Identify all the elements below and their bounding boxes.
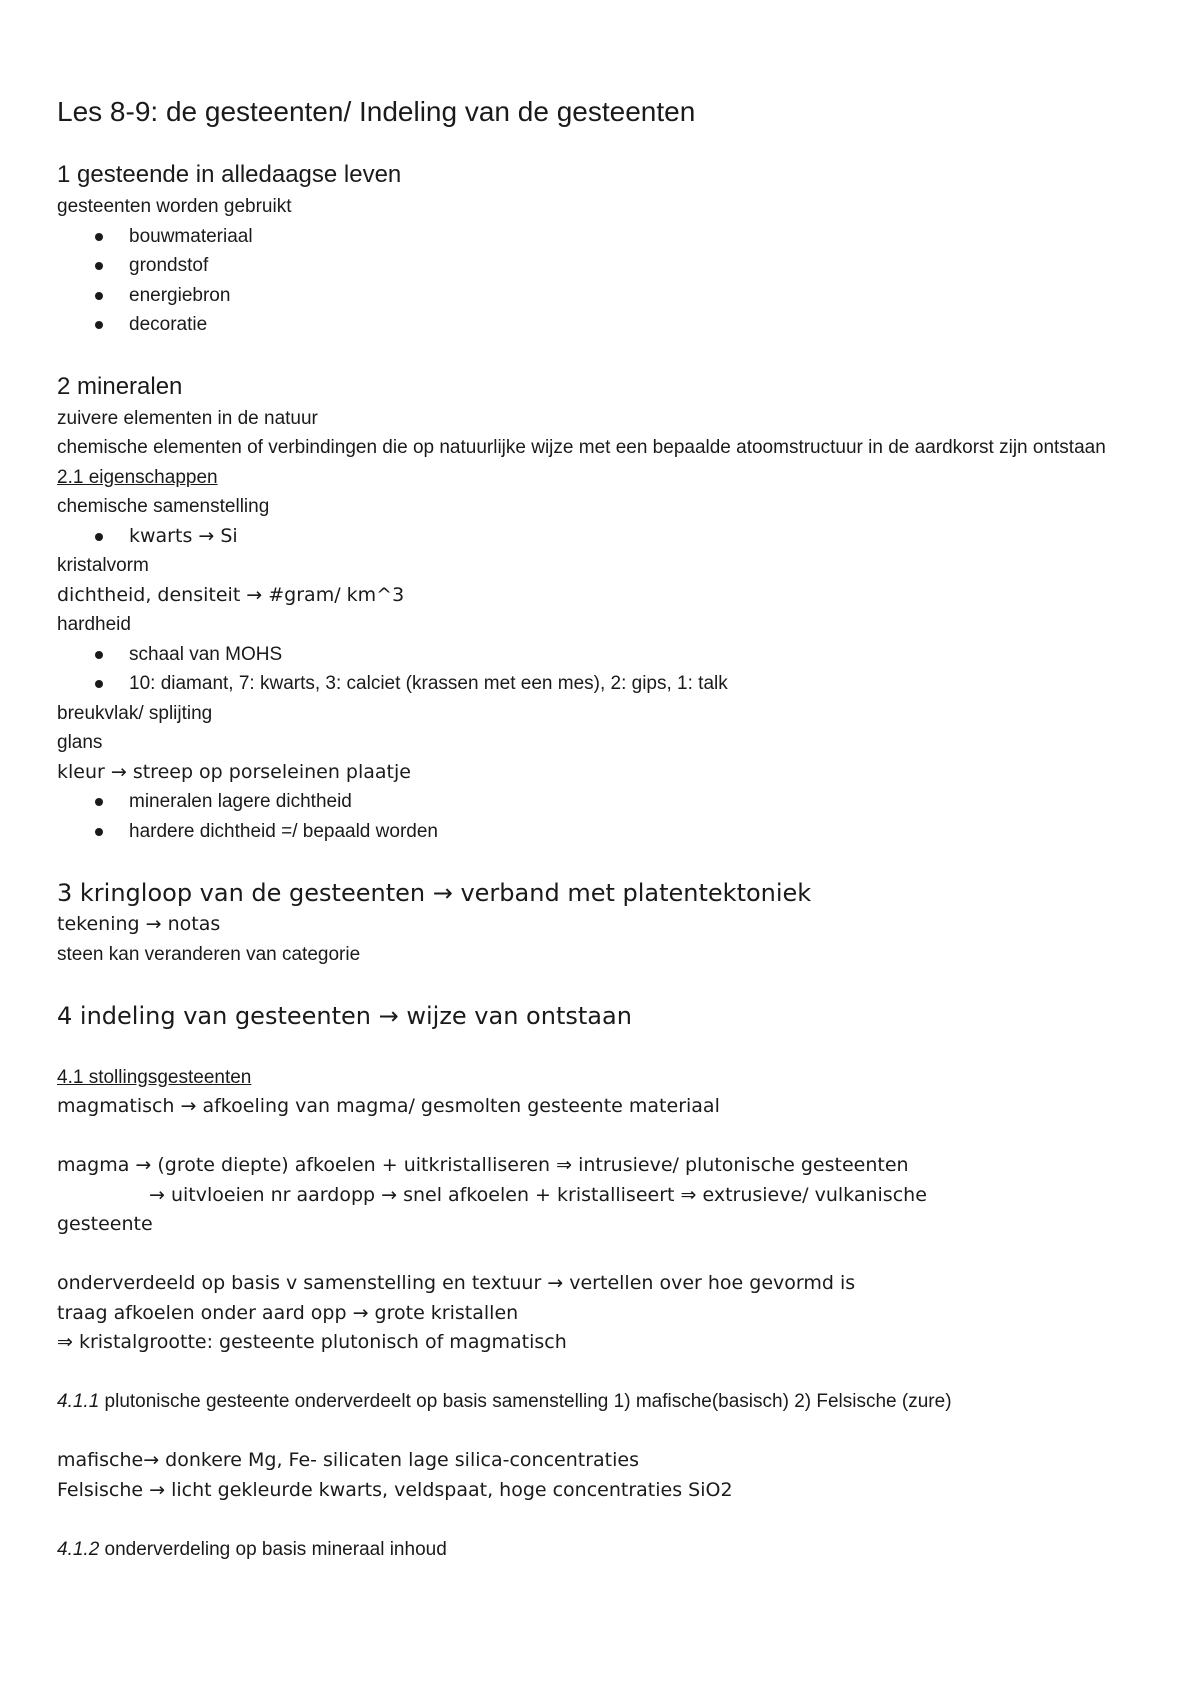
list-item-text: kwarts → Si <box>129 524 238 547</box>
s3-line-2: steen kan veranderen van categorie <box>57 943 361 965</box>
bullet-icon <box>95 233 103 241</box>
spacer <box>57 969 1147 999</box>
section-3-heading: 3 kringloop van de gesteenten → verband met platentektoniek <box>57 879 812 907</box>
bullet-icon <box>95 798 103 806</box>
list-item <box>57 310 1147 340</box>
bullet-icon <box>95 292 103 300</box>
s2-hardheid: hardheid <box>57 614 131 635</box>
list-item-text: mineralen lagere dichtheid <box>129 791 352 812</box>
list-item <box>57 251 1147 281</box>
s2-glans: glans <box>57 732 103 753</box>
list-item <box>57 817 1147 847</box>
s4-onder-1: onderverdeeld op basis v samenstelling en textuur → vertellen over hoe gevormd is <box>57 1272 856 1294</box>
spacer <box>57 340 1147 370</box>
blank-line <box>57 1505 1147 1535</box>
bullet-icon <box>95 321 103 329</box>
section-4-heading: 4 indeling van gesteenten → wijze van ontstaan <box>57 1002 632 1030</box>
blank-line <box>57 1033 1147 1063</box>
list-item-text: energiebron <box>129 284 231 306</box>
list-item-text: schaal van MOHS <box>129 643 283 665</box>
s4-412-number: 4.1.2 <box>57 1538 100 1560</box>
s2-dichtheid: dichtheid, densiteit → #gram/ km^3 <box>57 583 405 606</box>
s4-magma-2: → uitvloeien nr aardopp → snel afkoelen + kristalliseert ⇒ extrusieve/ vulkanische <box>149 1183 927 1206</box>
list-item <box>57 640 1147 670</box>
list-item <box>57 222 1147 252</box>
s3-line-1: tekening → notas <box>57 913 221 935</box>
s4-412-text: onderverdeling op basis mineraal inhoud <box>99 1538 447 1560</box>
blank-line <box>57 1358 1147 1388</box>
s4-mafische: mafische→ donkere Mg, Fe- silicaten lage silica-concentraties <box>57 1449 639 1471</box>
document-page <box>57 92 1147 1564</box>
s1-intro: gesteenten worden gebruikt <box>57 196 292 217</box>
list-item <box>57 522 1147 552</box>
blank-line <box>57 1417 1147 1447</box>
s2-line-2: chemische elementen of verbindingen die op natuurlijke wijze met een bepaalde atoomstructuur in de aardkorst zijn ontstaan <box>57 437 1106 458</box>
list-item-text: bouwmateriaal <box>129 225 253 247</box>
s4-411 <box>57 1387 1147 1417</box>
s2-chem: chemische samenstelling <box>57 496 270 517</box>
s2-kleur: kleur → streep op porseleinen plaatje <box>57 760 411 783</box>
section-1-heading: 1 gesteende in alledaagse leven <box>57 161 402 188</box>
s4-magma-1: magma → (grote diepte) afkoelen + uitkristalliseren ⇒ intrusieve/ plutonische gesteenten <box>57 1154 909 1176</box>
document-title: Les 8-9: de gesteenten/ Indeling van de gesteenten <box>57 96 696 127</box>
s4-felsische: Felsische → licht gekleurde kwarts, veldspaat, hoge concentraties SiO2 <box>57 1478 733 1501</box>
bullet-icon <box>95 262 103 270</box>
s4-411-number: 4.1.1 <box>57 1391 100 1412</box>
list-item-text: hardere dichtheid =/ bepaald worden <box>129 820 438 842</box>
s4-subheading-stollingsgesteenten: 4.1 stollingsgesteenten <box>57 1066 252 1088</box>
s4-412 <box>57 1535 1147 1565</box>
s4-onder-3: ⇒ kristalgrootte: gesteente plutonisch of magmatisch <box>57 1331 567 1353</box>
s2-hard-list <box>57 640 1147 699</box>
section-2-heading: 2 mineralen <box>57 372 183 400</box>
s4-magmatisch: magmatisch → afkoeling van magma/ gesmolten gesteente materiaal <box>57 1095 720 1117</box>
list-item-text: 10: diamant, 7: kwarts, 3: calciet (krassen met een mes), 2: gips, 1: talk <box>129 673 728 694</box>
s2-breukvlak: breukvlak/ splijting <box>57 702 213 724</box>
bullet-icon <box>95 680 103 688</box>
s2-chem-list <box>57 522 1147 552</box>
s1-list <box>57 222 1147 340</box>
s4-411-text: plutonische gesteente onderverdeelt op basis samenstelling 1) mafische(basisch) 2) Felsische (zure) <box>99 1391 952 1412</box>
list-item <box>57 669 1147 699</box>
list-item-text: grondstof <box>129 255 209 276</box>
blank-line <box>57 1240 1147 1270</box>
s2-subheading-eigenschappen: 2.1 eigenschappen <box>57 466 218 488</box>
s4-onder-2: traag afkoelen onder aard opp → grote kristallen <box>57 1301 519 1324</box>
s2-kleur-list <box>57 787 1147 846</box>
bullet-icon <box>95 651 103 659</box>
blank-line <box>57 1122 1147 1152</box>
bullet-icon <box>95 533 103 541</box>
s2-kristalvorm: kristalvorm <box>57 555 149 576</box>
bullet-icon <box>95 828 103 836</box>
list-item <box>57 787 1147 817</box>
list-item-text: decoratie <box>129 314 208 335</box>
s2-line-1: zuivere elementen in de natuur <box>57 407 318 429</box>
s4-magma-3: gesteente <box>57 1213 153 1235</box>
list-item <box>57 281 1147 311</box>
spacer <box>57 846 1147 876</box>
